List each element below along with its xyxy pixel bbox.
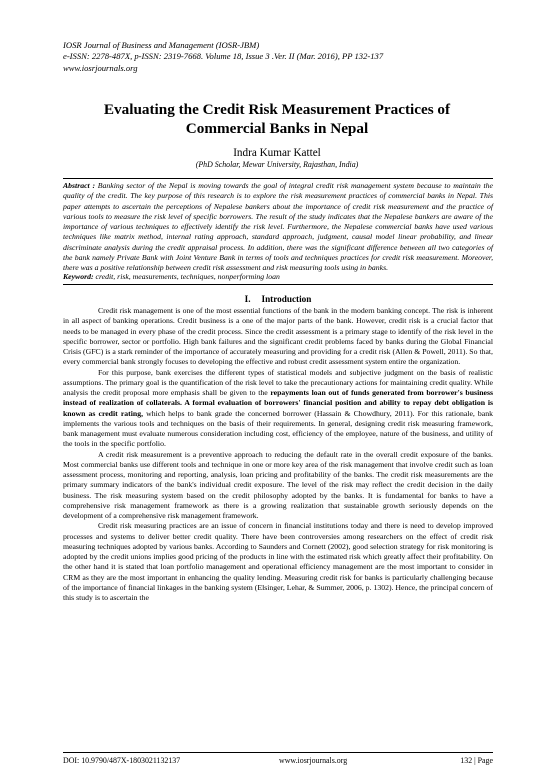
keywords-bottom-rule — [63, 284, 493, 285]
paragraph-2-part-3: which helps to bank grade the concerned borrower (Hassain & Chowdhury, 2011). For this rationale, bank implements the various tools and techniques on the basis of their requirements. In general, designing credit risk measuring framework, bank management must evaluate numerous consideration including cost, efficiency of the employee, nature of the business, and utility of the tools in the specific portfolio. — [63, 408, 493, 449]
paragraph-2 — [63, 368, 493, 450]
section-number: I. — [244, 294, 251, 304]
section-heading — [63, 294, 493, 305]
paragraph-4: Credit risk measuring practices are an issue of concern in financial institutions today and there is need to develop improved processes and systems to deliver better credit quality. There have been controversies among researchers on the effect of credit risk measuring techniques adopted by various banks. According to Saunders and Cornett (2002), good selection strategy for risk monitoring is adopted by the credit unions implies good pricing of the products in line with the estimated risk which greatly affect their profitability. On the other hand it is stated that loan portfolio management and operational efficiency management are the most important to consider in CRM as they are the most important in enhancing the quality lending. Measuring credit risk for banks is particularly challenging because of the importance of financial linkages in the banking system (Elsinger, Lehar, & Summer, 2006, p. 1302). Hence, the principal concern of this study is to ascertain the — [63, 521, 493, 602]
body-text — [63, 306, 493, 603]
journal-website: www.iosrjournals.org — [63, 62, 138, 73]
abstract-top-rule — [63, 178, 493, 179]
paragraph-1: Credit risk management is one of the most essential functions of the bank in the modern banking concept. The risk is inherent in all aspect of banking operations. Credit business is a one of the major parts of the bank. However, credit risk is a crucial factor that needs to be managed in every phase of the credit process. Since the credit assessment is a primary stage to identify of the risk level in the specific borrower, sector or portfolio. High bank failures and the significant credit problems faced by banks during the Global Financial Crisis (GFC) is a stark reminder of the importance of accurately measuring and providing for a credit risk (Allen & Powell, 2011). So that, every commercial bank strongly focuses to developing the effective and robust credit assessment system entire the organization. — [63, 306, 493, 367]
journal-name: IOSR Journal of Business and Management (IOSR-JBM) — [63, 40, 260, 50]
paragraph-2-part-1: For this purpose, bank exercises the different types of statistical models and subjective judgment on the basis of realistic assumptions. The primary goal is the quantification of the risk level to take the precautionary actions for maintaining credit quality. While analysis the credit proposal more emphasis shall be given to the — [63, 367, 493, 397]
section-title: Introduction — [261, 294, 312, 304]
abstract-label: Abstract : — [63, 181, 96, 190]
paragraph-3: A credit risk measurement is a preventive approach to reducing the default rate in the overall credit exposure of the banks. Most commercial banks use different tools and technique in one or more key area of the risk management that involve credit such as loan assessment process, monitoring and reporting, analysis, loan pricing and profitability of the banks. The credit risk measurements are the primary summary indicators of the bank's individual credit exposure. The level of the risk may reflect the credit decision in the daily business. The risk measuring system based on the credit philosophy adopted by the banks. It is fundamental for banks to have a comprehensive risk management framework as there is a growing realization that sustainable growth seriously depends on the development of a comprehensive risk management framework. — [63, 449, 493, 520]
footer-doi: DOI: 10.9790/487X-1803021132137 — [63, 756, 181, 765]
paper-author: Indra Kumar Kattel — [233, 147, 321, 159]
abstract-text: Banking sector of the Nepal is moving towards the goal of integral credit risk management system because to maintain the quality of the credit. The key purpose of this research is to explore the risk measurement practices of commercial banks in Nepal. This paper attempts to ascertain the perceptions of Nepalese bankers about the importance of credit risk measurement and the practice of various tools to measure the risk level of specific borrowers. The result of the study indicates that the Nepalese bankers are aware of the importance of various techniques to effectively identify the risk level. Furthermore, the Nepalese commercial banks have used various techniques like matrix method, internal rating approach, standard approach, judgment, causal model linear probability, and linear discriminate analysis during the credit appraisal process. In addition, there was the significant difference between all two categories of the bank namely Private Bank with Joint Venture Bank in terms of tools and techniques practices for credit risk measurement. Moreover, there was a positive relationship between credit risk assessment and risk measuring tools using in banks. — [63, 181, 493, 272]
author-affiliation: (PhD Scholar, Mewar University, Rajasthan, India) — [195, 160, 359, 169]
abstract — [63, 181, 493, 273]
footer-rule — [63, 752, 493, 753]
page-number: 132 | Page — [460, 756, 493, 765]
footer-website: www.iosrjournals.org — [279, 756, 348, 765]
paragraph-2-bold-text: repayments loan out of funds generated from borrower's business instead of realization of collaterals. A formal evaluation of borrowers' financial position and ability to repay debt obligation is known as credit rating, — [63, 388, 494, 418]
journal-header — [63, 40, 493, 74]
keywords-text: credit, risk, measurements, techniques, nonperforming loan — [95, 272, 280, 281]
journal-issn: e-ISSN: 2278-487X, p-ISSN: 2319-7668. Volume 18, Issue 3 .Ver. II (Mar. 2016), PP 132-137 — [63, 51, 384, 62]
paper-title: Evaluating the Credit Risk Measurement Practices of Commercial Banks in Nepal — [103, 101, 451, 137]
page-footer — [63, 755, 493, 767]
keywords — [63, 272, 493, 282]
keywords-label: Keyword: — [63, 272, 94, 281]
